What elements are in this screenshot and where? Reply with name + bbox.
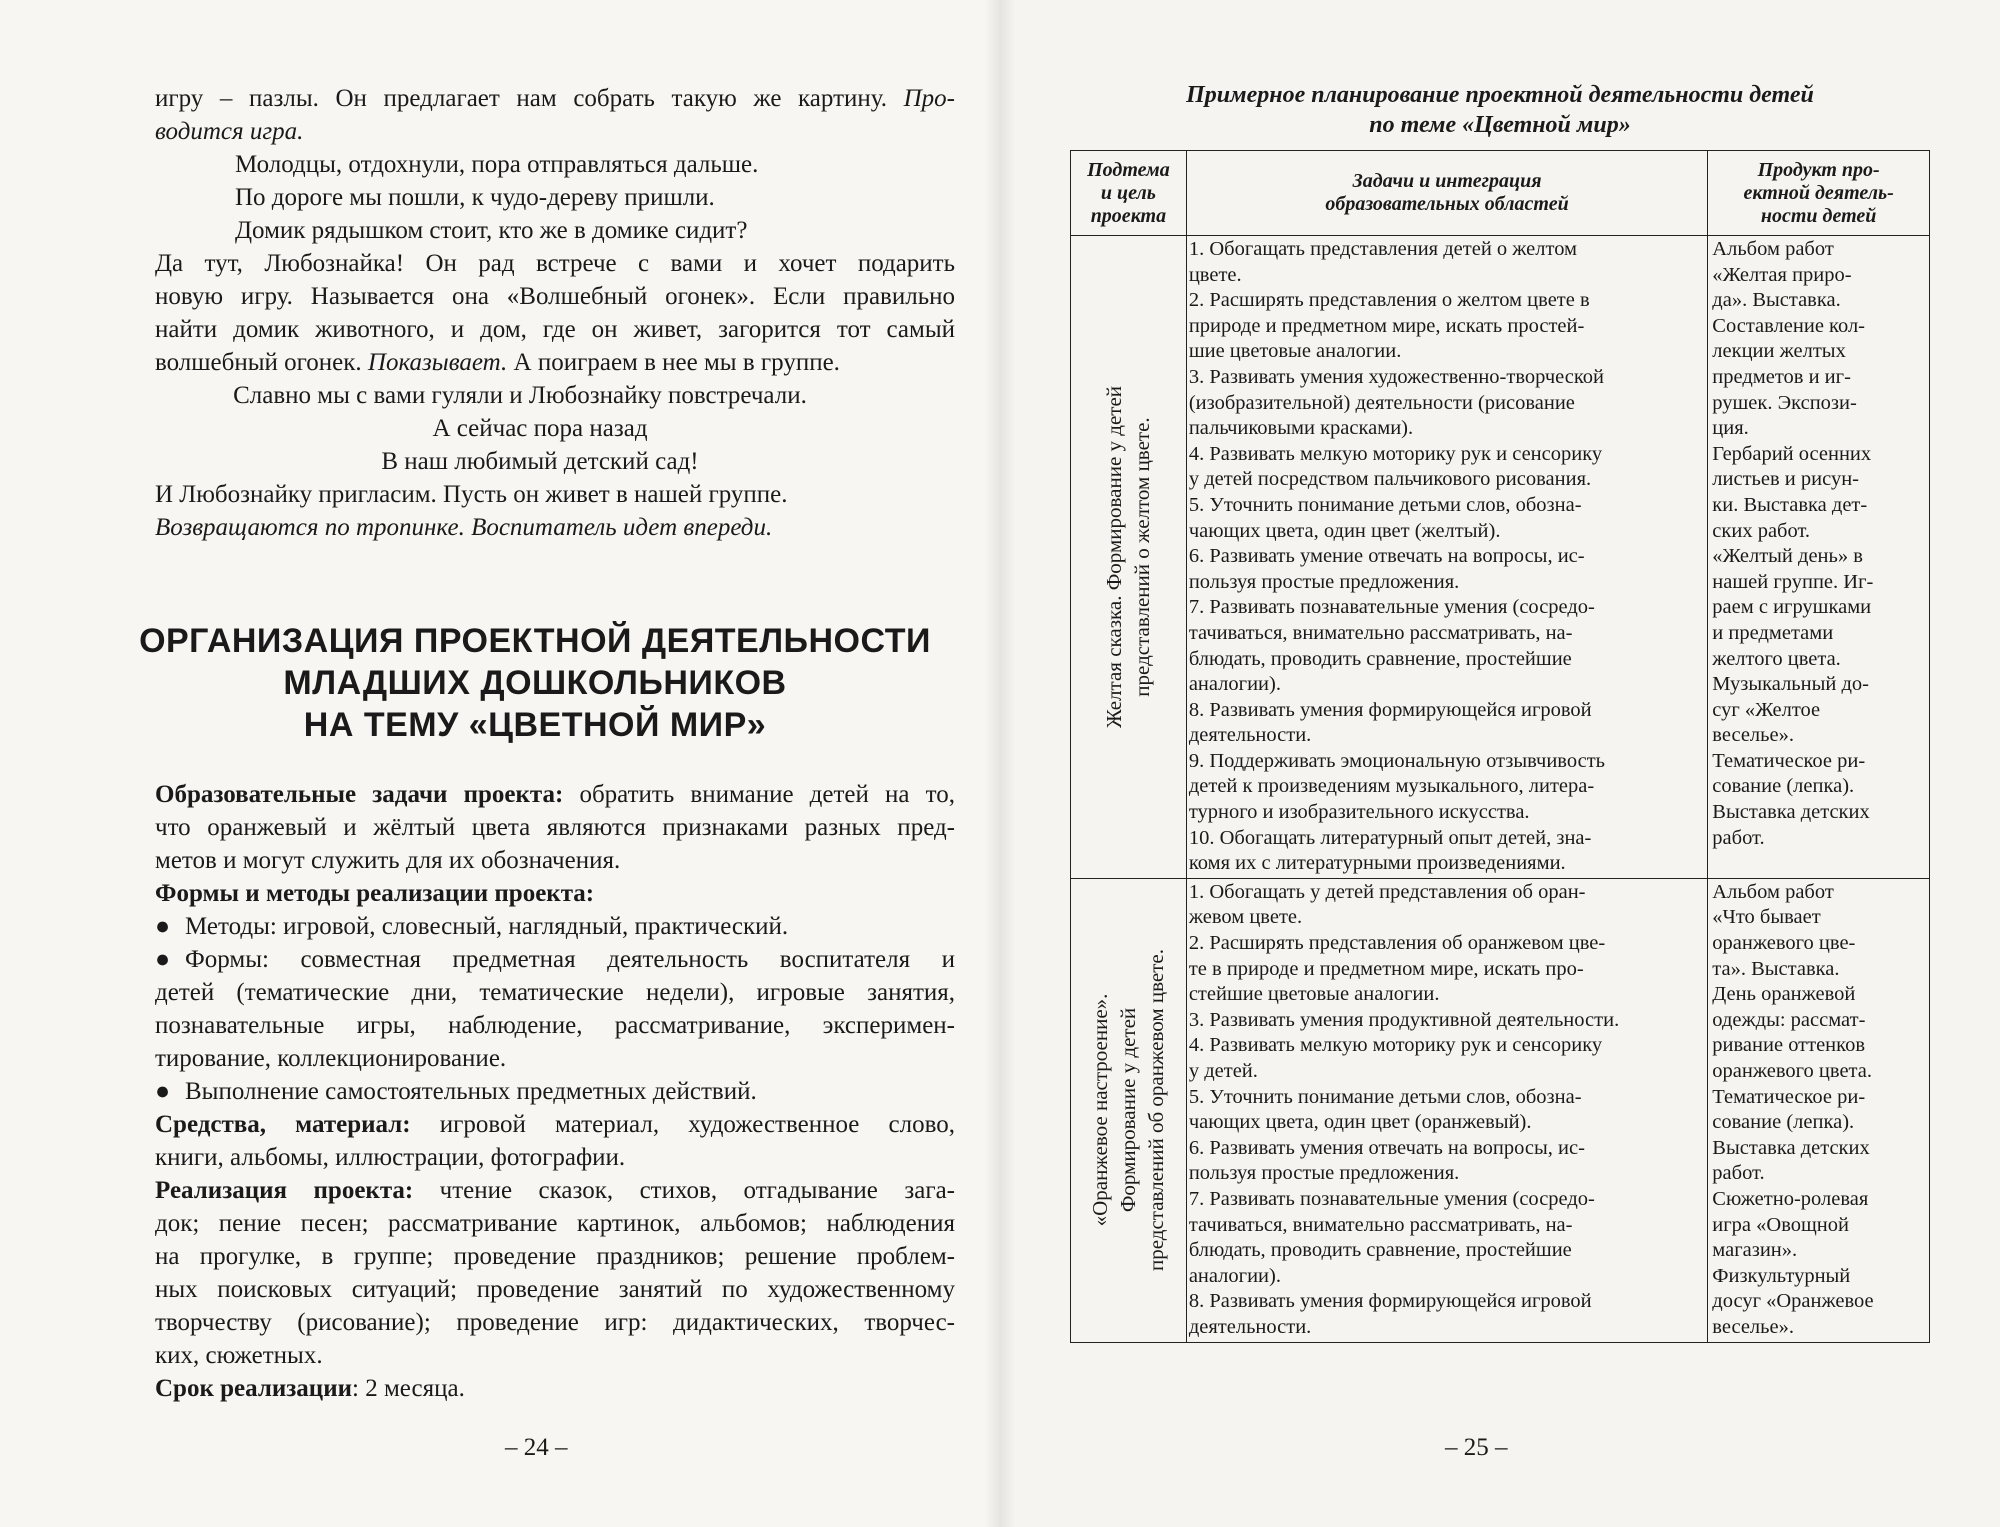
header-product: Продукт про- ектной деятель- ности детей: [1708, 151, 1930, 236]
section-heading: [115, 620, 955, 746]
product-line: веселье».: [1712, 724, 1794, 747]
tasks-cell-orange: [1186, 878, 1707, 1342]
project-description: [155, 778, 955, 1405]
term-value: : 2 месяца.: [352, 1375, 465, 1402]
para-last-post: А поиграем в нее мы в группе.: [507, 349, 840, 376]
task-line: 10. Обогащать литературный опыт детей, зна-: [1188, 826, 1592, 849]
subtopic-orange-line-2: Формирование у детей: [1116, 1008, 1141, 1213]
intro-line-2: водится игра.: [155, 118, 304, 145]
book-gutter: [985, 0, 1015, 1527]
forms-label: Формы и методы реализации проекта:: [155, 880, 595, 907]
task-line: детей к произведениям музыкального, литера-: [1188, 775, 1595, 798]
task-line: 2. Расширять представления об оранжевом цве-: [1188, 932, 1606, 955]
product-line: оранжевого цве-: [1712, 932, 1856, 955]
product-line: предметов и иг-: [1712, 365, 1851, 388]
task-line: у детей посредством пальчикового рисования.: [1188, 468, 1592, 491]
para-last-pre: волшебный огонек.: [155, 349, 368, 376]
closing-line: И Любознайку пригласим. Пусть он живет в нашей группе.: [155, 481, 788, 508]
product-line: Выставка детских: [1712, 801, 1870, 824]
poem-2-line-1: Славно мы с вами гуляли и Любознайку повстречали.: [233, 382, 807, 409]
task-line: тачиваться, внимательно рассматривать, на-: [1188, 621, 1573, 644]
impl-label: Реализация проекта:: [155, 1177, 414, 1204]
subtopic-cell-orange: [1071, 878, 1187, 1342]
para-line-2: новую игру. Называется она «Волшебный огонек». Если правильно: [155, 283, 955, 310]
right-page: [1000, 0, 2000, 1527]
product-line: Тематическое ри-: [1712, 1085, 1866, 1108]
task-line: 3. Развивать умения продуктивной деятельности.: [1188, 1008, 1620, 1031]
task-line: стейшие цветовые аналогии.: [1188, 983, 1440, 1006]
bullet-icon: ●: [155, 946, 171, 973]
task-line: 1. Обогащать у детей представления об оран-: [1188, 880, 1586, 903]
task-line: шие цветовые аналогии.: [1188, 340, 1402, 363]
heading-line-1: ОРГАНИЗАЦИЯ ПРОЕКТНОЙ ДЕЯТЕЛЬНОСТИ: [139, 622, 931, 660]
term-label: Срок реализации: [155, 1375, 353, 1402]
product-line: Составление кол-: [1712, 314, 1865, 337]
product-line: досуг «Оранжевое: [1712, 1290, 1874, 1313]
task-line: (изобразительной) деятельности (рисование: [1188, 391, 1575, 414]
bullet-2-line-3: познавательные игры, наблюдение, рассматривание, эксперимен-: [155, 1012, 955, 1039]
product-line: раем с игрушками: [1712, 596, 1872, 619]
subtopic-orange-line-3: представлений об оранжевом цвете.: [1144, 949, 1169, 1272]
bullet-icon: ●: [155, 1078, 171, 1105]
closing-italic: Возвращаются по тропинке. Воспитатель идет впереди.: [155, 514, 773, 541]
product-line: да». Выставка.: [1712, 289, 1841, 312]
product-line: лекции желтых: [1712, 340, 1846, 363]
product-line: Альбом работ: [1712, 880, 1834, 903]
poem-1-line-3: Домик рядышком стоит, кто же в домике сидит?: [235, 217, 748, 244]
bullet-2-line-2: детей (тематические дни, тематические недели), игровые занятия,: [155, 979, 955, 1006]
product-line: Гербарий осенних: [1712, 442, 1872, 465]
poem-2-line-3: В наш любимый детский сад!: [381, 448, 699, 475]
bullet-3: Выполнение самостоятельных предметных действий.: [185, 1078, 757, 1105]
product-line: Сюжетно-ролевая: [1712, 1187, 1869, 1210]
bullet-icon: ●: [155, 913, 171, 940]
product-line: «Желтый день» в: [1712, 545, 1863, 568]
task-line: пальчиковыми красками).: [1188, 417, 1414, 440]
task-line: 6. Развивать умение отвечать на вопросы, ис-: [1188, 545, 1585, 568]
task-line: природе и предметном мире, искать простей-: [1188, 314, 1585, 337]
planning-table: [1070, 150, 1930, 1343]
intro-line-1: игру – пазлы. Он предлагает нам собрать такую же картину.: [155, 85, 904, 112]
task-line: 7. Развивать познавательные умения (сосредо-: [1188, 1187, 1595, 1210]
poem-1-line-2: По дороге мы пошли, к чудо-дереву пришли.: [235, 184, 715, 211]
task-line: блюдать, проводить сравнение, простейшие: [1188, 1239, 1572, 1262]
poem-1-line-1: Молодцы, отдохнули, пора отправляться дальше.: [235, 151, 759, 178]
product-line: День оранжевой: [1712, 983, 1856, 1006]
means-label: Средства, материал:: [155, 1111, 411, 1138]
product-line: веселье».: [1712, 1315, 1794, 1338]
table-header-row: [1071, 151, 1930, 236]
task-line: 4. Развивать мелкую моторику рук и сенсорику: [1188, 442, 1603, 465]
product-line: желтого цвета.: [1712, 647, 1841, 670]
task-line: 3. Развивать умения художественно-творческой: [1188, 365, 1605, 388]
product-line: и предметами: [1712, 621, 1834, 644]
product-line: ция.: [1712, 417, 1749, 440]
tasks-cell-yellow: [1186, 236, 1707, 879]
table-title: [1080, 80, 1920, 140]
subtopic-cell-yellow: [1071, 236, 1187, 879]
intro-italic: Про-: [903, 85, 955, 112]
tasks-label: Образовательные задачи проекта:: [155, 781, 564, 808]
products-cell-yellow: [1708, 236, 1930, 879]
task-line: те в природе и предметном мире, искать про-: [1188, 957, 1584, 980]
task-line: пользуя простые предложения.: [1188, 1162, 1460, 1185]
product-line: Тематическое ри-: [1712, 749, 1866, 772]
tasks-line-3: метов и могут служить для их обозначения.: [155, 847, 621, 874]
products-cell-orange: [1708, 878, 1930, 1342]
task-line: 1. Обогащать представления детей о желтом: [1188, 238, 1578, 260]
task-line: 5. Уточнить понимание детьми слов, обозна-: [1188, 1085, 1582, 1108]
header-subtopic: Подтема и цель проекта: [1071, 151, 1187, 236]
page-number-right: – 25 –: [1445, 1434, 1508, 1461]
bullet-2-line-1: Формы: совместная предметная деятельность воспитателя и: [185, 946, 955, 973]
table-row: [1071, 878, 1930, 1342]
product-line: «Что бывает: [1712, 906, 1821, 929]
task-line: аналогии).: [1188, 1264, 1281, 1287]
closing: [155, 478, 955, 544]
impl-line-4: ных поисковых ситуаций; проведение занятий по художественному: [155, 1276, 955, 1303]
para-last-italic: Показывает.: [367, 349, 508, 376]
tasks-line-1: обратить внимание детей на то,: [563, 781, 955, 808]
product-line: «Желтая приро-: [1712, 263, 1852, 286]
product-line: оранжевого цвета.: [1712, 1060, 1872, 1082]
product-line: работ.: [1712, 826, 1765, 849]
task-line: 5. Уточнить понимание детьми слов, обозна-: [1188, 493, 1582, 516]
product-line: рушек. Экспози-: [1712, 391, 1857, 414]
task-line: у детей.: [1188, 1060, 1258, 1082]
task-line: чающих цвета, один цвет (желтый).: [1188, 519, 1501, 542]
impl-line-2: док; пение песен; рассматривание картинок, альбомов; наблюдения: [155, 1210, 955, 1237]
bullet-1: Методы: игровой, словесный, наглядный, практический.: [185, 913, 789, 940]
task-line: 7. Развивать познавательные умения (сосредо-: [1188, 596, 1595, 619]
task-line: жевом цвете.: [1188, 906, 1303, 929]
task-line: 8. Развивать умения формирующейся игровой: [1188, 1290, 1592, 1313]
task-line: аналогии).: [1188, 673, 1281, 696]
impl-line-6: ких, сюжетных.: [155, 1342, 323, 1369]
poem-1: [155, 148, 955, 247]
task-line: 2. Расширять представления о желтом цвете в: [1188, 289, 1590, 312]
intro-paragraph: [155, 82, 955, 148]
task-line: блюдать, проводить сравнение, простейшие: [1188, 647, 1572, 670]
para-line-1: Да тут, Любознайка! Он рад встрече с вами и хочет подарить: [155, 250, 955, 277]
task-line: деятельности.: [1188, 724, 1312, 747]
tasks-line-2: что оранжевый и жёлтый цвета являются признаками разных пред-: [155, 814, 955, 841]
task-line: комя их с литературными произведениями.: [1188, 852, 1566, 875]
page-number-left: – 24 –: [505, 1434, 568, 1461]
task-line: пользуя простые предложения.: [1188, 570, 1460, 593]
product-line: листьев и рисун-: [1712, 468, 1859, 491]
table-title-line-2: по теме «Цветной мир»: [1369, 112, 1631, 138]
impl-line-1: чтение сказок, стихов, отгадывание зага-: [413, 1177, 955, 1204]
impl-line-3: на прогулке, в группе; проведение праздников; решение проблем-: [155, 1243, 955, 1270]
product-line: сование (лепка).: [1712, 1111, 1855, 1134]
means-line-1: игровой материал, художественное слово,: [410, 1111, 955, 1138]
product-line: ки. Выставка дет-: [1712, 493, 1868, 516]
task-line: 4. Развивать мелкую моторику рук и сенсорику: [1188, 1034, 1603, 1057]
product-line: ских работ.: [1712, 519, 1811, 542]
impl-line-5: творчеству (рисование); проведение игр: дидактических, творчес-: [155, 1309, 955, 1336]
main-paragraph: [155, 247, 955, 379]
subtopic-yellow-line-2: представлений о желтом цвете.: [1130, 417, 1155, 697]
task-line: деятельности.: [1188, 1315, 1312, 1338]
product-line: одежды: рассмат-: [1712, 1008, 1866, 1031]
task-line: 6. Развивать умения отвечать на вопросы, ис-: [1188, 1136, 1585, 1159]
product-line: Физкультурный: [1712, 1264, 1851, 1287]
subtopic-orange-line-1: «Оранжевое настроение».: [1088, 993, 1113, 1227]
product-line: ривание оттенков: [1712, 1034, 1866, 1057]
heading-line-3: НА ТЕМУ «ЦВЕТНОЙ МИР»: [303, 706, 767, 744]
poem-2-line-2: А сейчас пора назад: [432, 415, 648, 442]
product-line: Музыкальный до-: [1712, 673, 1869, 696]
means-line-2: книги, альбомы, иллюстрации, фотографии.: [155, 1144, 626, 1171]
task-line: 8. Развивать умения формирующейся игровой: [1188, 698, 1592, 721]
task-line: турного и изобразительного искусства.: [1188, 801, 1530, 824]
task-line: цвете.: [1188, 263, 1242, 286]
table-title-line-1: Примерное планирование проектной деятельности детей: [1186, 82, 1814, 108]
bullet-2-line-4: тирование, коллекционирование.: [155, 1045, 507, 1072]
header-tasks: Задачи и интеграция образовательных областей: [1186, 151, 1707, 236]
product-line: магазин».: [1712, 1239, 1798, 1262]
product-line: Альбом работ: [1712, 238, 1834, 260]
subtopic-yellow-line-1: Желтая сказка. Формирование у детей: [1102, 385, 1127, 728]
poem-2: [155, 379, 945, 478]
task-line: чающих цвета, один цвет (оранжевый).: [1188, 1111, 1532, 1134]
para-line-3: найти домик животного, и дом, где он живет, загорится тот самый: [155, 316, 955, 343]
heading-line-2: МЛАДШИХ ДОШКОЛЬНИКОВ: [283, 664, 787, 702]
product-line: нашей группе. Иг-: [1712, 570, 1874, 593]
product-line: сование (лепка).: [1712, 775, 1855, 798]
product-line: та». Выставка.: [1712, 957, 1840, 980]
task-line: тачиваться, внимательно рассматривать, на-: [1188, 1213, 1573, 1236]
task-line: 9. Поддерживать эмоциональную отзывчивость: [1188, 749, 1606, 772]
product-line: работ.: [1712, 1162, 1765, 1185]
table-row: [1071, 236, 1930, 879]
product-line: игра «Овощной: [1712, 1213, 1849, 1236]
product-line: суг «Желтое: [1712, 698, 1821, 721]
product-line: Выставка детских: [1712, 1136, 1870, 1159]
